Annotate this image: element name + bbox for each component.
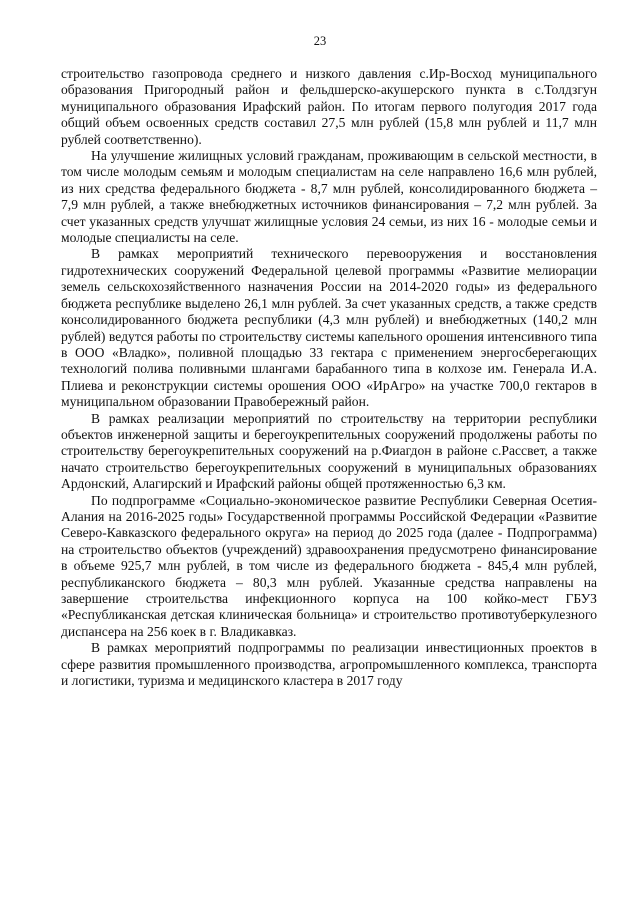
paragraph-land-reclamation: В рамках мероприятий технического перевооружения и восстановления гидротехнических сооружений Федеральной целевой программы «Развитие мелиорации земель сельскохозяйственного назначения России на 2014-2020 годы» из федерального бюджета республике выделено 26,1 млн рублей. За счет указанных средств, а также средств консолидированного бюджета республики (4,3 млн рублей) и внебюджетных (140,2 млн рублей) ведутся работы по строительству системы капельного орошения интенсивного типа в ООО «Владко», поливной площадью 33 гектара с применением энергосберегающих технологий полива поливными шлангами барабанного типа в колхозе им. Генерала И.А. Плиева и реконструкции системы орошения ООО «ИрАгро» на участке 700,0 гектаров в муниципальном образовании Правобережный район. — [61, 246, 597, 410]
page-number: 23 — [313, 34, 327, 48]
paragraph-investment-projects: В рамках мероприятий подпрограммы по реализации инвестиционных проектов в сфере развития промышленного производства, агропромышленного комплекса, транспорта и логистики, туризма и медицинского кластера в 2017 году — [61, 640, 597, 689]
paragraph-healthcare-subprogram: По подпрограмме «Социально-экономическое развитие Республики Северная Осетия-Алания на 2016-2025 годы» Государственной программы Российской Федерации «Развитие Северо-Кавказского федерального округа» на период до 2025 года (далее - Подпрограмма) на строительство объектов (учреждений) здравоохранения предусмотрено финансирование в объеме 925,7 млн рублей, в том числе из федерального бюджета - 845,4 млн рублей, республиканского бюджета – 80,3 млн рублей. Указанные средства направлены на завершение строительства инфекционного корпуса на 100 койко-мест ГБУЗ «Республиканская детская клиническая больница» и строительство противотуберкулезного диспансера на 256 коек в г. Владикавказ. — [61, 492, 597, 639]
paragraph-rural-housing: На улучшение жилищных условий гражданам, проживающим в сельской местности, в том числе молодым семьям и молодым специалистам на селе направлено 16,6 млн рублей, из них средства федерального бюджета - 8,7 млн рублей, консолидированного бюджета – 7,9 млн рублей, а также внебюджетных источников финансирования – 7,2 млн рублей. За счет указанных средств улучшат жилищные условия 24 семьи, из них 16 - молодые семьи и молодые специалисты на селе. — [61, 148, 597, 246]
paragraph-gas-pipeline-continuation: строительство газопровода среднего и низкого давления с.Ир-Восход муниципального образования Пригородный район и фельдшерско-акушерского пункта в с.Толдзгун муниципального образования Ирафский район. По итогам первого полугодия 2017 года общий объем освоенных средств составил 27,5 млн рублей (15,8 млн рублей и 11,7 млн рублей соответственно). — [61, 66, 597, 147]
paragraph-bank-protection: В рамках реализации мероприятий по строительству на территории республики объектов инженерной защиты и берегоукрепительных сооружений продолжены работы по строительству берегоукрепительных сооружений на р.Фиагдон в районе с.Рассвет, а также начато строительство берегоукрепительных сооружений в муниципальных образованиях Ардонский, Алагирский и Ирафский районы общей протяженностью 6,3 км. — [61, 410, 597, 492]
page-body — [61, 66, 597, 689]
